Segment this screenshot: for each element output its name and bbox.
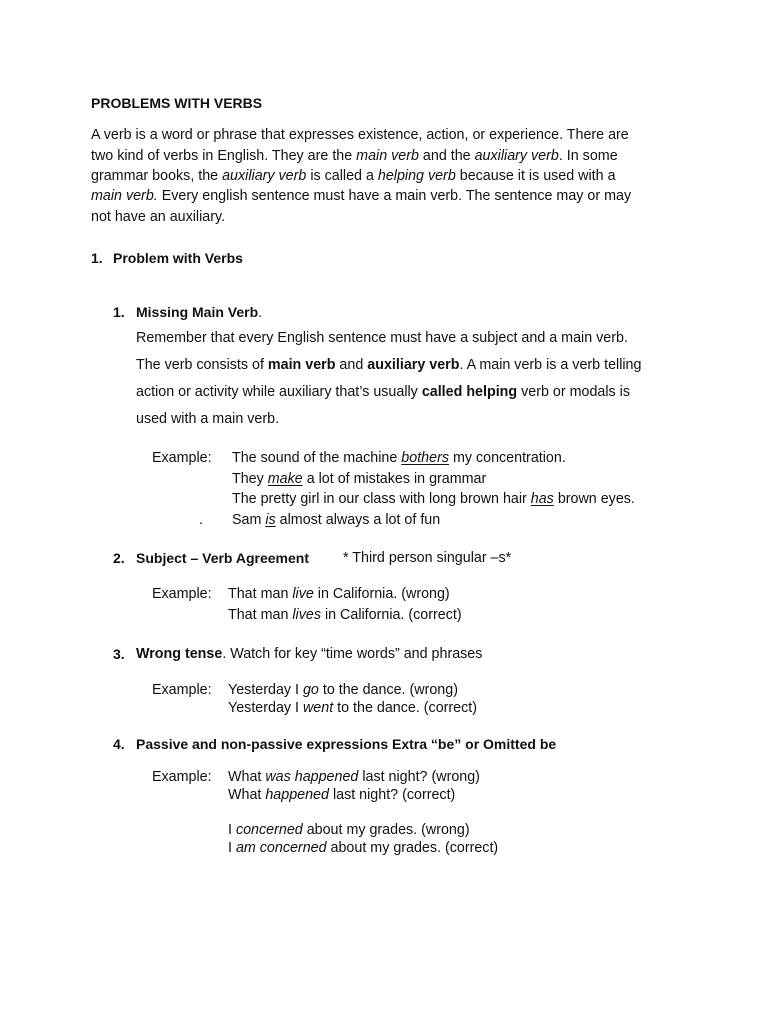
text: and the [418,148,475,164]
text-bold: Missing Main Verb [136,304,259,320]
text-bold: called helping [421,384,518,400]
verb-highlight: was happened [265,769,359,785]
text: action or activity while auxiliary that’s usually [136,384,422,400]
verb-highlight: concerned [235,822,303,838]
text-italic: helping verb [377,168,456,184]
text: . In some [558,148,618,164]
stray-dot: . [199,512,203,528]
verb-highlight: am concerned [235,840,327,856]
text: and [335,357,368,373]
text: verb or modals is [517,384,630,400]
text-italic: auxiliary verb [222,168,307,184]
example-line [228,700,477,716]
text-bold: main verb [267,357,336,373]
text: They [232,471,268,487]
item-title [136,646,482,662]
text: last night? (correct) [328,787,456,803]
text: The pretty girl in our class with long brown hair [232,491,531,507]
item-title: Subject – Verb Agreement [136,550,309,566]
text: . A main verb is a verb telling [459,357,642,373]
example-line [228,607,462,623]
item-number: 4. [113,736,125,752]
page-title: PROBLEMS WITH VERBS [91,95,263,111]
example-line [228,682,458,698]
text: What [228,769,266,785]
text: Yesterday I [228,682,303,698]
text-italic: main verb. [91,188,158,204]
verb-highlight: has [530,491,554,507]
intro-line [91,188,631,204]
text: Yesterday I [228,700,303,716]
verb-highlight: make [267,471,303,487]
example-line [228,840,498,856]
text: two kind of verbs in English. They are the [91,148,357,164]
text: almost always a lot of fun [275,512,441,528]
section-heading: Problem with Verbs [113,250,243,266]
item-line [136,384,630,400]
example-line [228,822,470,838]
example-line [232,450,566,466]
item-note: * Third person singular –s* [343,550,512,566]
text: What [228,787,266,803]
example-line [232,471,486,487]
example-label: Example: [152,682,212,698]
verb-highlight: live [292,586,314,602]
verb-highlight: is [265,512,276,528]
intro-line: A verb is a word or phrase that expresses existence, action, or experience. There are [91,127,629,143]
example-line [228,586,450,602]
verb-highlight: go [302,682,319,698]
verb-highlight: bothers [401,450,449,466]
text-italic: main verb [356,148,419,164]
text: brown eyes. [553,491,635,507]
text: I [228,840,236,856]
verb-highlight: lives [292,607,321,623]
text: a lot of mistakes in grammar [302,471,487,487]
text: . Watch for key “time words” and phrases [222,646,483,662]
verb-highlight: went [302,700,334,716]
item-number: 2. [113,550,125,566]
example-line [228,769,480,785]
text-italic: auxiliary verb [474,148,559,164]
text: about my grades. (correct) [326,840,499,856]
text: I [228,822,236,838]
text: is called a [306,168,378,184]
text: The sound of the machine [232,450,402,466]
text: in California. (wrong) [313,586,450,602]
example-line [232,491,635,507]
text: That man [228,586,293,602]
text: That man [228,607,293,623]
text: in California. (correct) [320,607,462,623]
example-line [228,787,455,803]
text: . [258,304,263,320]
item-line [136,357,641,373]
section-number: 1. [91,250,103,266]
text-bold: Wrong tense [136,646,223,662]
text: Sam [232,512,266,528]
text: my concentration. [448,450,566,466]
text: last night? (wrong) [358,769,480,785]
text: to the dance. (correct) [333,700,478,716]
verb-highlight: happened [265,787,329,803]
text: grammar books, the [91,168,223,184]
text: because it is used with a [455,168,616,184]
intro-line: not have an auxiliary. [91,209,226,225]
item-line: Remember that every English sentence must have a subject and a main verb. [136,330,628,346]
example-label: Example: [152,450,212,466]
text: Every english sentence must have a main verb. The sentence may or may [157,188,632,204]
text: The verb consists of [136,357,268,373]
text-bold: auxiliary verb [367,357,460,373]
item-number: 1. [113,304,125,320]
item-line: used with a main verb. [136,411,280,427]
item-title: Passive and non-passive expressions Extra “be” or Omitted be [136,736,557,752]
item-title [136,304,262,320]
intro-line [91,168,616,184]
example-line [232,512,440,528]
item-number: 3. [113,646,125,662]
intro-line [91,148,618,164]
example-label: Example: [152,586,212,602]
text: about my grades. (wrong) [302,822,470,838]
text: to the dance. (wrong) [318,682,458,698]
example-label: Example: [152,769,212,785]
